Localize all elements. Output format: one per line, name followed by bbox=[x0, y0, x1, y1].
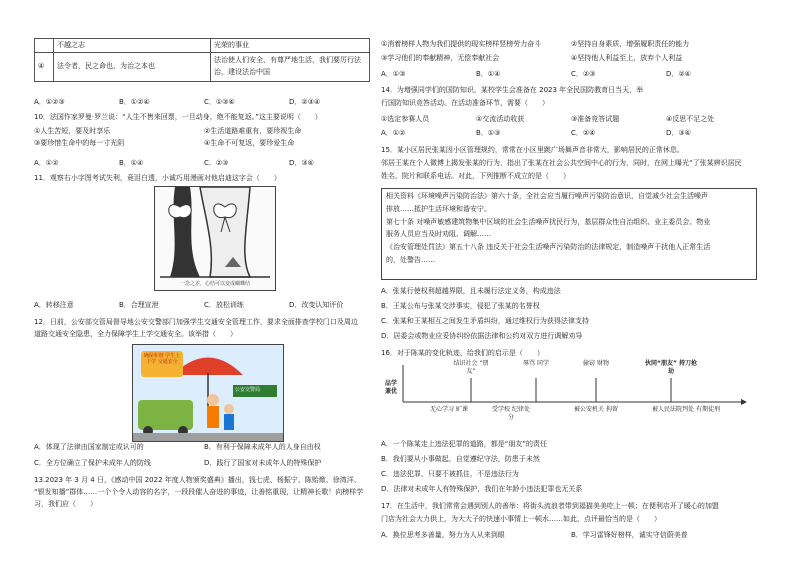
diagram-y-label: 品学 兼优 bbox=[384, 380, 397, 395]
answer-option[interactable]: C．②③ bbox=[571, 70, 596, 78]
question-14-line1: 14．为增强同学们的国防知识，某校学生会准备在 2023 年全民国防教育日当天，举 bbox=[381, 86, 644, 94]
answer-option[interactable]: B．我们要从小事做起，自觉遵纪守法，防患于未然 bbox=[381, 455, 540, 463]
q13-statements bbox=[381, 40, 761, 63]
question-13-line3: 习，我们应（ ） bbox=[34, 500, 97, 508]
stage-label: 偷窃 财物 bbox=[583, 360, 609, 367]
law-line: 排放……抵护生活环境和谐安宁。 bbox=[386, 204, 491, 213]
statement: ①人生苦短，要及时享乐 bbox=[34, 127, 111, 135]
stage-label: 被人民法院判处 有期徒刑 bbox=[652, 406, 720, 413]
answer-option[interactable]: A．①② bbox=[381, 129, 406, 137]
question-17-line2: 门店为社会大力供上，为大大子的快速小事情上一顿水……如此，点评最恰当的是（ ） bbox=[381, 515, 661, 523]
question-12-line2: 道路交通安全隐患，全力保障学生上学交通安全。该举措（ ） bbox=[34, 330, 237, 338]
question-13-line2: “银发知播”群体……一个个令人动容的名字，一段段催人奋进的事迹，让善铭重现，让精神长歌！向榜样学 bbox=[34, 488, 364, 496]
trajectory-diagram bbox=[381, 360, 751, 430]
answer-option[interactable]: C．违法犯罪，只要不被抓住，不是违法行为 bbox=[381, 470, 519, 478]
answer-option[interactable]: A．换位思考多善量，努力为人从来到眼 bbox=[381, 531, 505, 539]
statement: ②生活道路难重有，要珍视生命 bbox=[204, 127, 302, 135]
statement: ②交流活动收获 bbox=[476, 115, 525, 123]
statement: ①选定参赛人员 bbox=[381, 115, 430, 123]
table-cell: 光荣的事业 bbox=[211, 39, 370, 53]
stage-label: 伙同“朋友” 持刀抢劫 bbox=[645, 360, 697, 375]
q17-answers bbox=[381, 531, 761, 540]
table-row bbox=[35, 52, 370, 81]
answer-option[interactable]: D．居委会或物业应妥协纠纷依据法律和公约对双方进行调解劝导 bbox=[381, 332, 583, 340]
law-line: 的，处警告…… bbox=[386, 255, 435, 264]
answer-option[interactable]: B．①②④ bbox=[119, 98, 150, 106]
question-11: 11．观察右小字图考试失利，竟泪白透，小诚巧用漫画对他启迪这字会（ ） bbox=[34, 174, 281, 182]
statement: ④坚持他人利益至上，放弃个人利益 bbox=[571, 53, 683, 62]
answer-option[interactable]: C．①③④ bbox=[204, 98, 235, 106]
statement: ①消着榜样人物为我们提供的现实榜样竖榜劳力奋斗 bbox=[381, 40, 542, 48]
cartoon-tree-image bbox=[154, 186, 276, 291]
answer-option[interactable]: C．②③ bbox=[204, 159, 229, 167]
answer-option[interactable]: A．①③ bbox=[381, 70, 406, 78]
law-line: 《治安管理处罚法》第五十八条 违反关于社会生活噪声污染防治的法律规定，制造噪声干扰他人正常生活 bbox=[386, 243, 711, 251]
q13-answers bbox=[381, 70, 761, 79]
table-cell bbox=[35, 39, 54, 53]
table-row bbox=[35, 39, 370, 53]
table-cell: 法令者，民之命也，为治之本也 bbox=[54, 52, 211, 81]
q10-statements bbox=[34, 127, 374, 148]
table-cell: 不越之志 bbox=[54, 39, 211, 53]
answer-option[interactable]: A．转移注意 bbox=[34, 301, 74, 309]
question-10: 10．法国作家罗曼·罗兰说：“人生不售来回票，一旦动身，绝不能复返。”这主要说明（ ） bbox=[34, 113, 322, 121]
answer-option[interactable]: C．全方位确立了保护未成年人的防线 bbox=[34, 458, 151, 467]
banner-text: 确保和谐 学生上下学 交通安全 bbox=[143, 353, 181, 366]
q14-statements bbox=[381, 115, 761, 124]
answer-option[interactable]: A．一个陈某走上违法犯罪的道路，都是“朋友”的责任 bbox=[381, 440, 548, 448]
law-line: 服务人员应当及时劝阻、调解…… bbox=[386, 230, 491, 239]
answer-option[interactable]: A．①②③ bbox=[34, 98, 65, 106]
stage-label: 受学校 纪律处分 bbox=[492, 406, 530, 421]
answer-option[interactable]: D．②③④ bbox=[289, 98, 321, 106]
image-caption: 一念之差，心结可以变成蝴蝶结 bbox=[179, 280, 250, 287]
q11-answers bbox=[34, 301, 374, 310]
q14-answers bbox=[381, 129, 761, 138]
answer-option[interactable]: A．张某行使权利超越界限，且未履行法定义务，构成违法 bbox=[381, 287, 561, 295]
question-15-line3: 姓名，院片和联系电话。对此，下列推断不成立的是（ ） bbox=[381, 172, 570, 180]
answer-option[interactable]: B．王某公布与张某交涉事实，侵犯了张某的名誉权 bbox=[381, 302, 540, 310]
answer-option[interactable]: D．践行了国家对未成年人的特殊保护 bbox=[204, 458, 322, 467]
answer-option[interactable]: D．②④ bbox=[666, 70, 691, 78]
answer-option[interactable]: B．①④ bbox=[476, 70, 501, 78]
statement: ④生命不可复返，要珍爱生命 bbox=[204, 138, 295, 147]
statement: ③学习他们的奉献精神，无偿奉献社会 bbox=[381, 53, 500, 62]
answer-option[interactable]: D．法律对未成年人有特殊保护，我们在年龄小违法犯罪也无关系 bbox=[381, 485, 583, 493]
answer-option[interactable]: D．③④ bbox=[289, 159, 314, 167]
question-15-line2: 邻居王某在个人微博上揭发张某的行为，指出了张某在社会公共空间中心的行为，同时，在网上曝光“了张某辨识居民 bbox=[381, 159, 742, 167]
question-12-line1: 12．日前，公安部交管局督导地公安交警部门加强学生交通安全管理工作，要求全面排查学校门口及周边 bbox=[34, 318, 358, 326]
answer-option[interactable]: D．改变认知评价 bbox=[289, 301, 344, 309]
question-17-line1: 17．在生活中，我们常常会遇到别人的善举：将街头流浪者带到福猫美美吃上一顿；在便利店开了暖心的加盟 bbox=[381, 502, 719, 510]
law-excerpt-box bbox=[381, 188, 757, 280]
answer-option[interactable]: B．①③ bbox=[476, 129, 501, 137]
law-line: 第七十条 对噪声敏感建筑物集中区域的社会生活噪声扰民行为，基层群众性自治组织、业主委员会、物业 bbox=[386, 217, 711, 226]
answer-option[interactable]: C．②④ bbox=[571, 129, 596, 137]
police-sign: 公安交警局 bbox=[235, 387, 261, 393]
question-13-line1: 13.2023 年 3 月 4 日，《感动中国 2022 年度人物颁奖盛典》播出，钱七虎、杨振宁、陈贻焮、徐湾洋、 bbox=[34, 476, 361, 484]
q10-answers bbox=[34, 159, 374, 168]
answer-option[interactable]: A．体现了法律由国家制定或认可的 bbox=[34, 443, 144, 451]
q9-answers bbox=[34, 98, 374, 107]
answer-option[interactable]: B．学习雷锋好榜样，诚实守信蔚美普 bbox=[571, 531, 688, 539]
question-14-line2: 行国防知识竞答活动。在活动准备环节，需要（ ） bbox=[381, 99, 549, 107]
q12-answers bbox=[34, 443, 374, 468]
stage-label: 无心学习 旷课 bbox=[430, 406, 468, 413]
table-cell: 法治使人们安全、有尊严地生活，我们要厉行法治，建设法治中国 bbox=[211, 52, 370, 81]
statement: ③准备竞答试题 bbox=[571, 115, 620, 123]
stage-label: 结识社会 “朋友” bbox=[453, 360, 489, 375]
table-cell: ④ bbox=[35, 52, 54, 81]
answer-option[interactable]: C．张某和王某相互之间发生矛盾纠纷，通过维权行为获得法律支持 bbox=[381, 317, 589, 325]
principles-table bbox=[34, 38, 370, 82]
stage-label: 被公安机关 拘留 bbox=[574, 406, 618, 413]
answer-option[interactable]: B．合理宣泄 bbox=[119, 301, 159, 309]
law-line: 相关资料《环境噪声污染防治法》第六十条，全社会应当履行噪声污染防治意识，自觉减少社会生活噪声 bbox=[386, 192, 708, 200]
answer-option[interactable]: D．③④ bbox=[666, 129, 691, 137]
question-16: 16．对于陈某的变化轨迹，给我们的启示是（ ） bbox=[381, 349, 544, 357]
statement: ②坚持自身素质，增强履职责任的能力 bbox=[571, 40, 690, 48]
answer-option[interactable]: C．放松训练 bbox=[204, 301, 244, 309]
statement: ④反思不足之处 bbox=[666, 115, 715, 123]
answer-option[interactable]: B．①④ bbox=[119, 159, 144, 167]
question-15-line1: 15．某小区居民张某因小区管理规约，常常在小区里跳广场舞声音非常大，影响居民的正常休息。 bbox=[381, 146, 684, 154]
answer-option[interactable]: B．有利于保障未成年人的人身自由权 bbox=[204, 443, 321, 451]
traffic-safety-image bbox=[132, 344, 284, 442]
statement: ③要珍惜生命中的每一寸光阴 bbox=[34, 138, 125, 147]
stage-label: 辱骂 同学 bbox=[523, 360, 549, 367]
tree-bow-illustration bbox=[155, 187, 275, 290]
answer-option[interactable]: A．①② bbox=[34, 159, 59, 167]
